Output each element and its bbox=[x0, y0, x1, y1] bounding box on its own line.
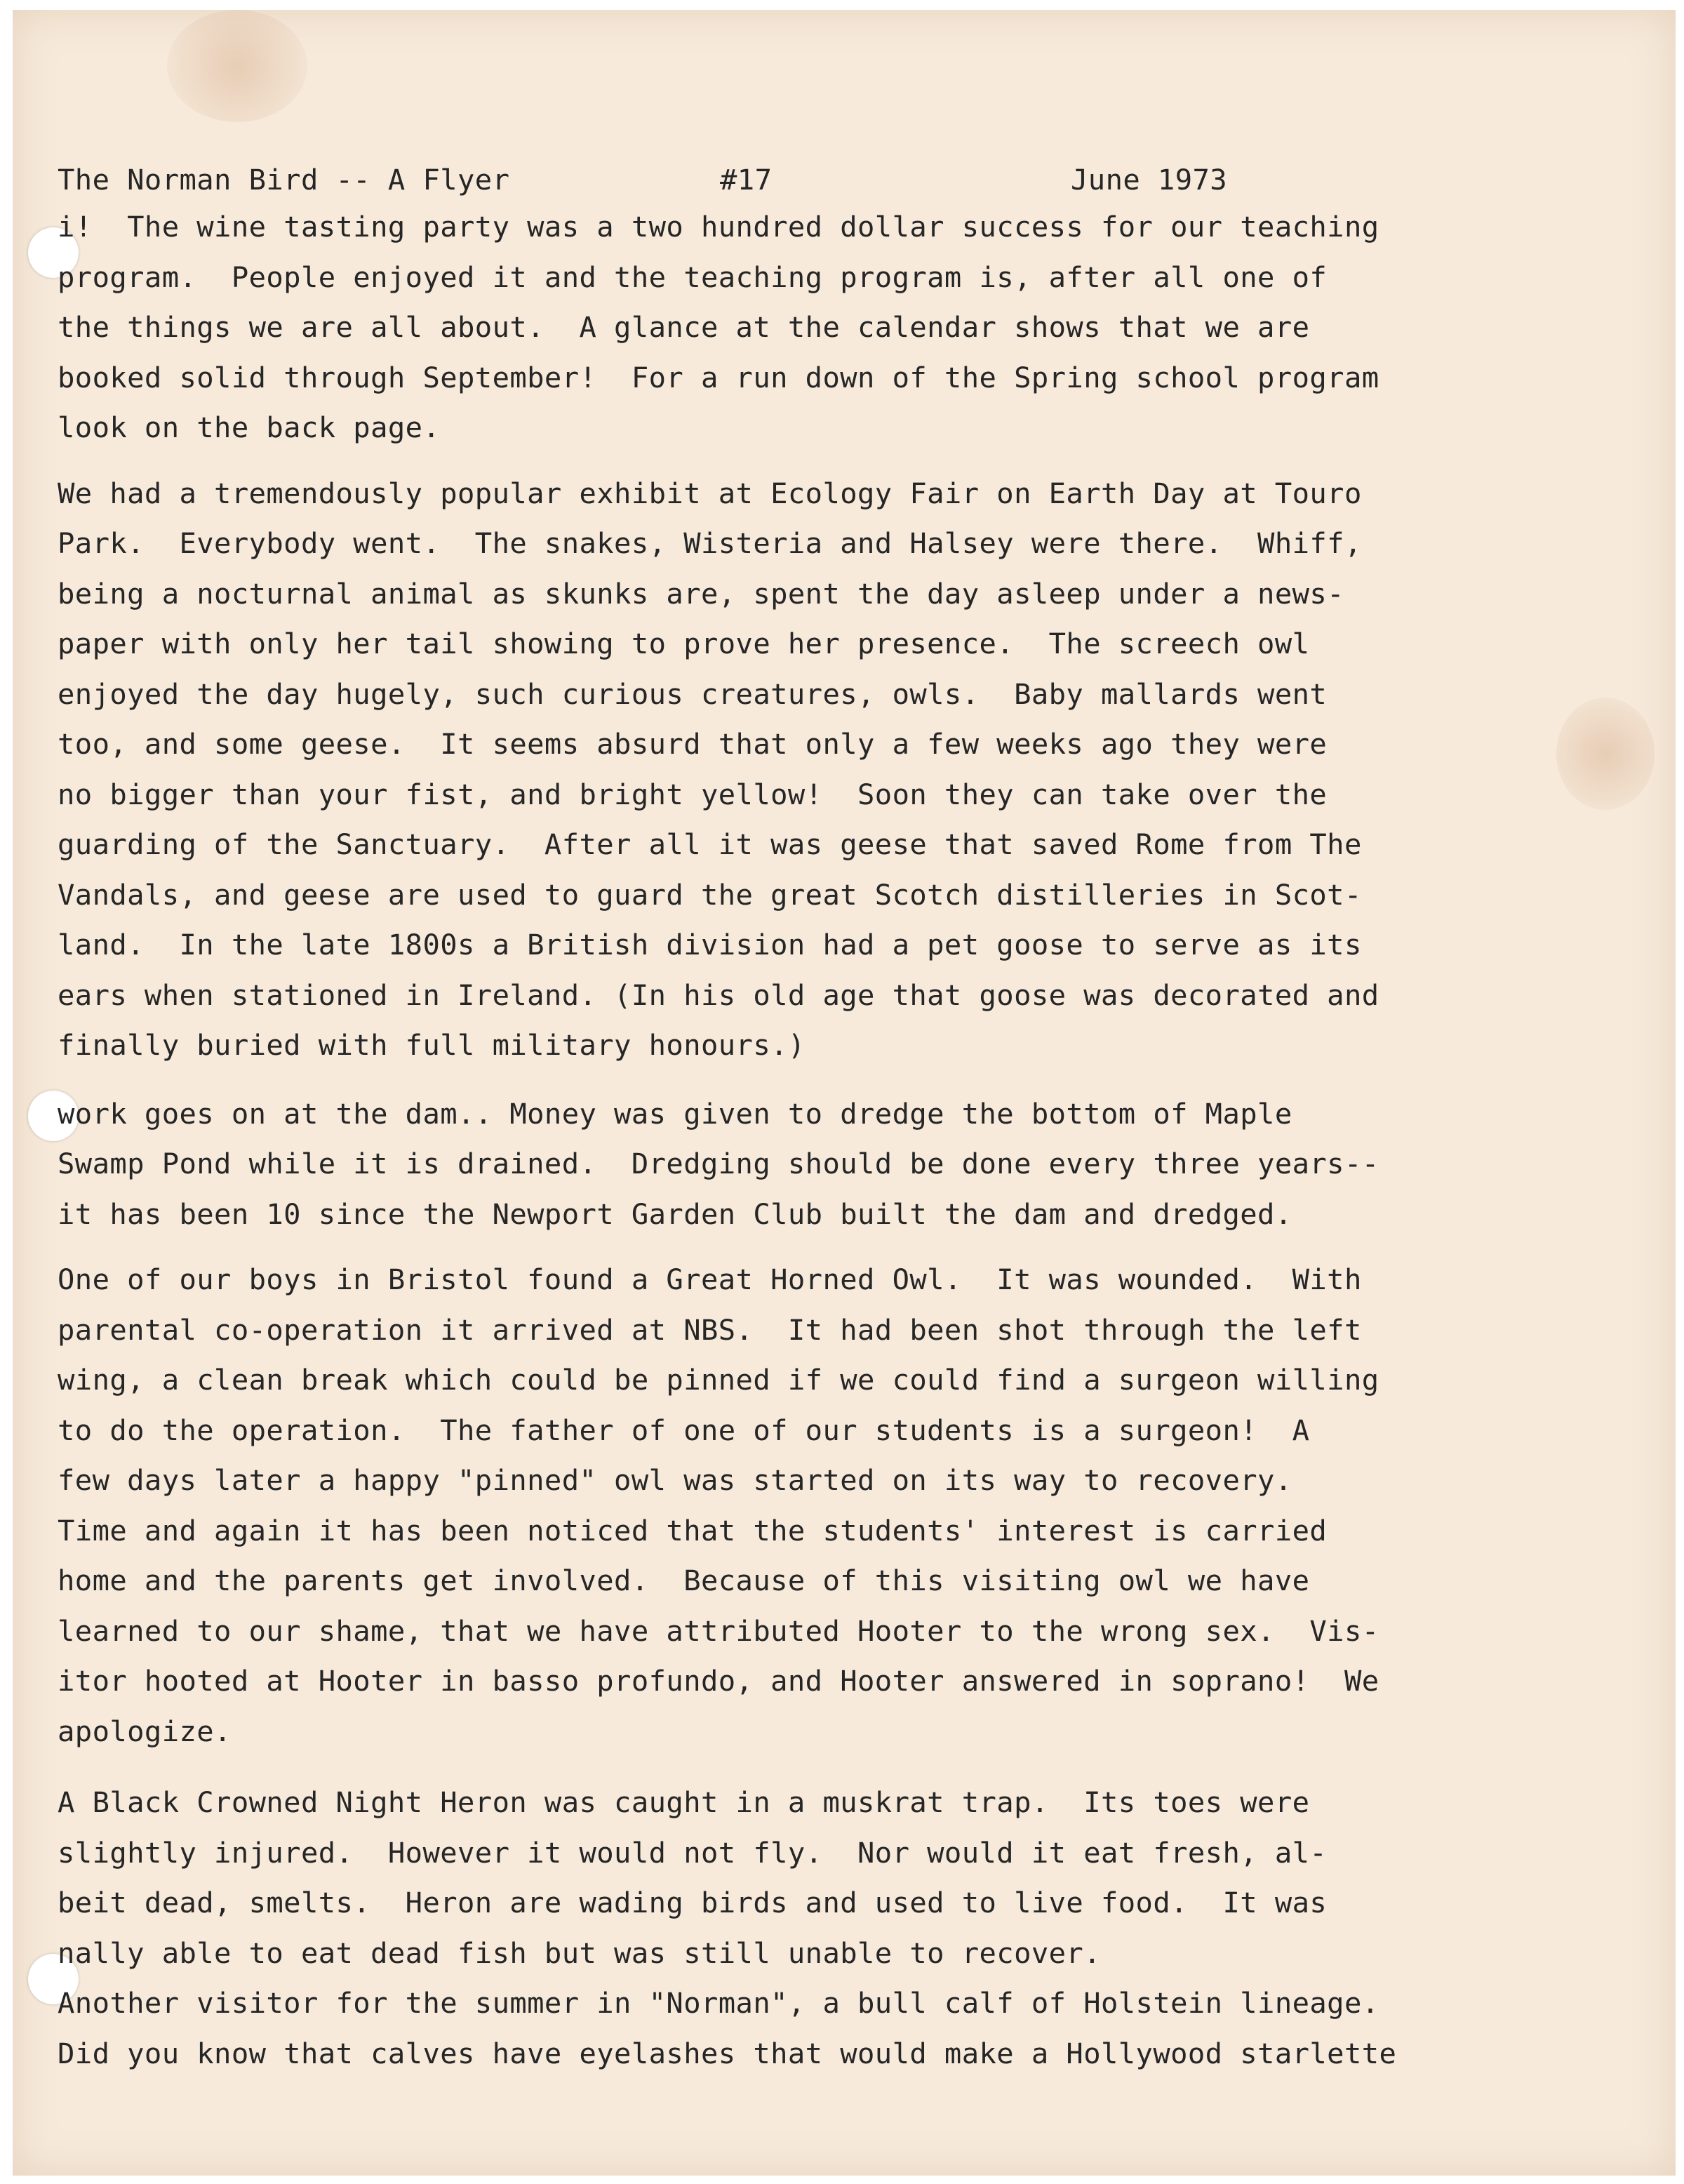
flyer-header bbox=[58, 163, 1664, 202]
text-line: finally buried with full military honours.) bbox=[58, 1028, 806, 1062]
text-line: paper with only her tail showing to prove her presence. The screech owl bbox=[58, 627, 1310, 660]
text-line: the things we are all about. A glance at the calendar shows that we are bbox=[58, 310, 1310, 344]
text-line: Did you know that calves have eyelashes that would make a Hollywood starlette bbox=[58, 2036, 1397, 2070]
issue-date: June 1973 bbox=[1071, 163, 1228, 197]
paragraph-great-horned-owl bbox=[58, 1255, 1664, 1757]
text-line: to do the operation. The father of one of our students is a surgeon! A bbox=[58, 1413, 1310, 1447]
text-line: no bigger than your fist, and bright yellow! Soon they can take over the bbox=[58, 777, 1328, 811]
text-line: wing, a clean break which could be pinned if we could find a surgeon willing bbox=[58, 1363, 1379, 1397]
text-line: Vandals, and geese are used to guard the great Scotch distilleries in Scot- bbox=[58, 877, 1362, 912]
text-line: apologize. bbox=[58, 1714, 232, 1748]
text-line: ears when stationed in Ireland. (In his old age that goose was decorated and bbox=[58, 978, 1379, 1012]
text-line: Time and again it has been noticed that the students' interest is carried bbox=[58, 1513, 1328, 1547]
text-line: We had a tremendously popular exhibit at Ecology Fair on Earth Day at Touro bbox=[58, 476, 1362, 510]
paragraph-bull-calf bbox=[58, 1978, 1664, 2079]
text-line: i! The wine tasting party was a two hundred dollar success for our teaching bbox=[58, 210, 1379, 244]
text-line: guarding of the Sanctuary. After all it was geese that saved Rome from The bbox=[58, 827, 1362, 861]
text-line: Swamp Pond while it is drained. Dredging should be done every three years-- bbox=[58, 1147, 1379, 1180]
text-line: program. People enjoyed it and the teaching program is, after all one of bbox=[58, 260, 1328, 294]
paper-stain bbox=[167, 10, 307, 122]
paragraph-night-heron bbox=[58, 1778, 1664, 1978]
text-line: too, and some geese. It seems absurd that only a few weeks ago they were bbox=[58, 727, 1328, 761]
text-line: learned to our shame, that we have attributed Hooter to the wrong sex. Vis- bbox=[58, 1613, 1379, 1648]
text-line: work goes on at the dam.. Money was given to dredge the bottom of Maple bbox=[58, 1096, 1292, 1131]
text-line: look on the back page. bbox=[58, 411, 441, 444]
text-line: it has been 10 since the Newport Garden Club built the dam and dredged. bbox=[58, 1197, 1292, 1231]
text-line: slightly injured. However it would not fly. Nor would it eat fresh, al- bbox=[58, 1835, 1328, 1870]
flyer-text bbox=[58, 163, 1664, 2079]
text-line: few days later a happy "pinned" owl was started on its way to recovery. bbox=[58, 1463, 1292, 1497]
paragraph-wine-tasting bbox=[58, 202, 1664, 453]
text-line: parental co-operation it arrived at NBS. It had been shot through the left bbox=[58, 1312, 1362, 1347]
text-line: Park. Everybody went. The snakes, Wisteria and Halsey were there. Whiff, bbox=[58, 526, 1362, 560]
issue-number: #17 bbox=[720, 163, 773, 197]
text-line: booked solid through September! For a run down of the Spring school program bbox=[58, 360, 1379, 394]
text-line: nally able to eat dead fish but was still unable to recover. bbox=[58, 1936, 1101, 1970]
text-line: itor hooted at Hooter in basso profundo, and Hooter answered in soprano! We bbox=[58, 1664, 1379, 1698]
text-line: beit dead, smelts. Heron are wading birds and used to live food. It was bbox=[58, 1886, 1328, 1919]
text-line: being a nocturnal animal as skunks are, spent the day asleep under a news- bbox=[58, 576, 1344, 611]
text-line: home and the parents get involved. Because of this visiting owl we have bbox=[58, 1564, 1310, 1597]
text-line: One of our boys in Bristol found a Great Horned Owl. It was wounded. With bbox=[58, 1263, 1362, 1296]
text-line: land. In the late 1800s a British division had a pet goose to serve as its bbox=[58, 928, 1362, 961]
paragraph-ecology-fair bbox=[58, 469, 1664, 1071]
flyer-title: The Norman Bird -- A Flyer bbox=[58, 163, 510, 197]
paragraph-dam-work bbox=[58, 1089, 1664, 1240]
text-line: Another visitor for the summer in "Norman", a bull calf of Holstein lineage. bbox=[58, 1986, 1379, 2020]
text-line: enjoyed the day hugely, such curious creatures, owls. Baby mallards went bbox=[58, 677, 1328, 711]
text-line: A Black Crowned Night Heron was caught in a muskrat trap. Its toes were bbox=[58, 1785, 1310, 1819]
